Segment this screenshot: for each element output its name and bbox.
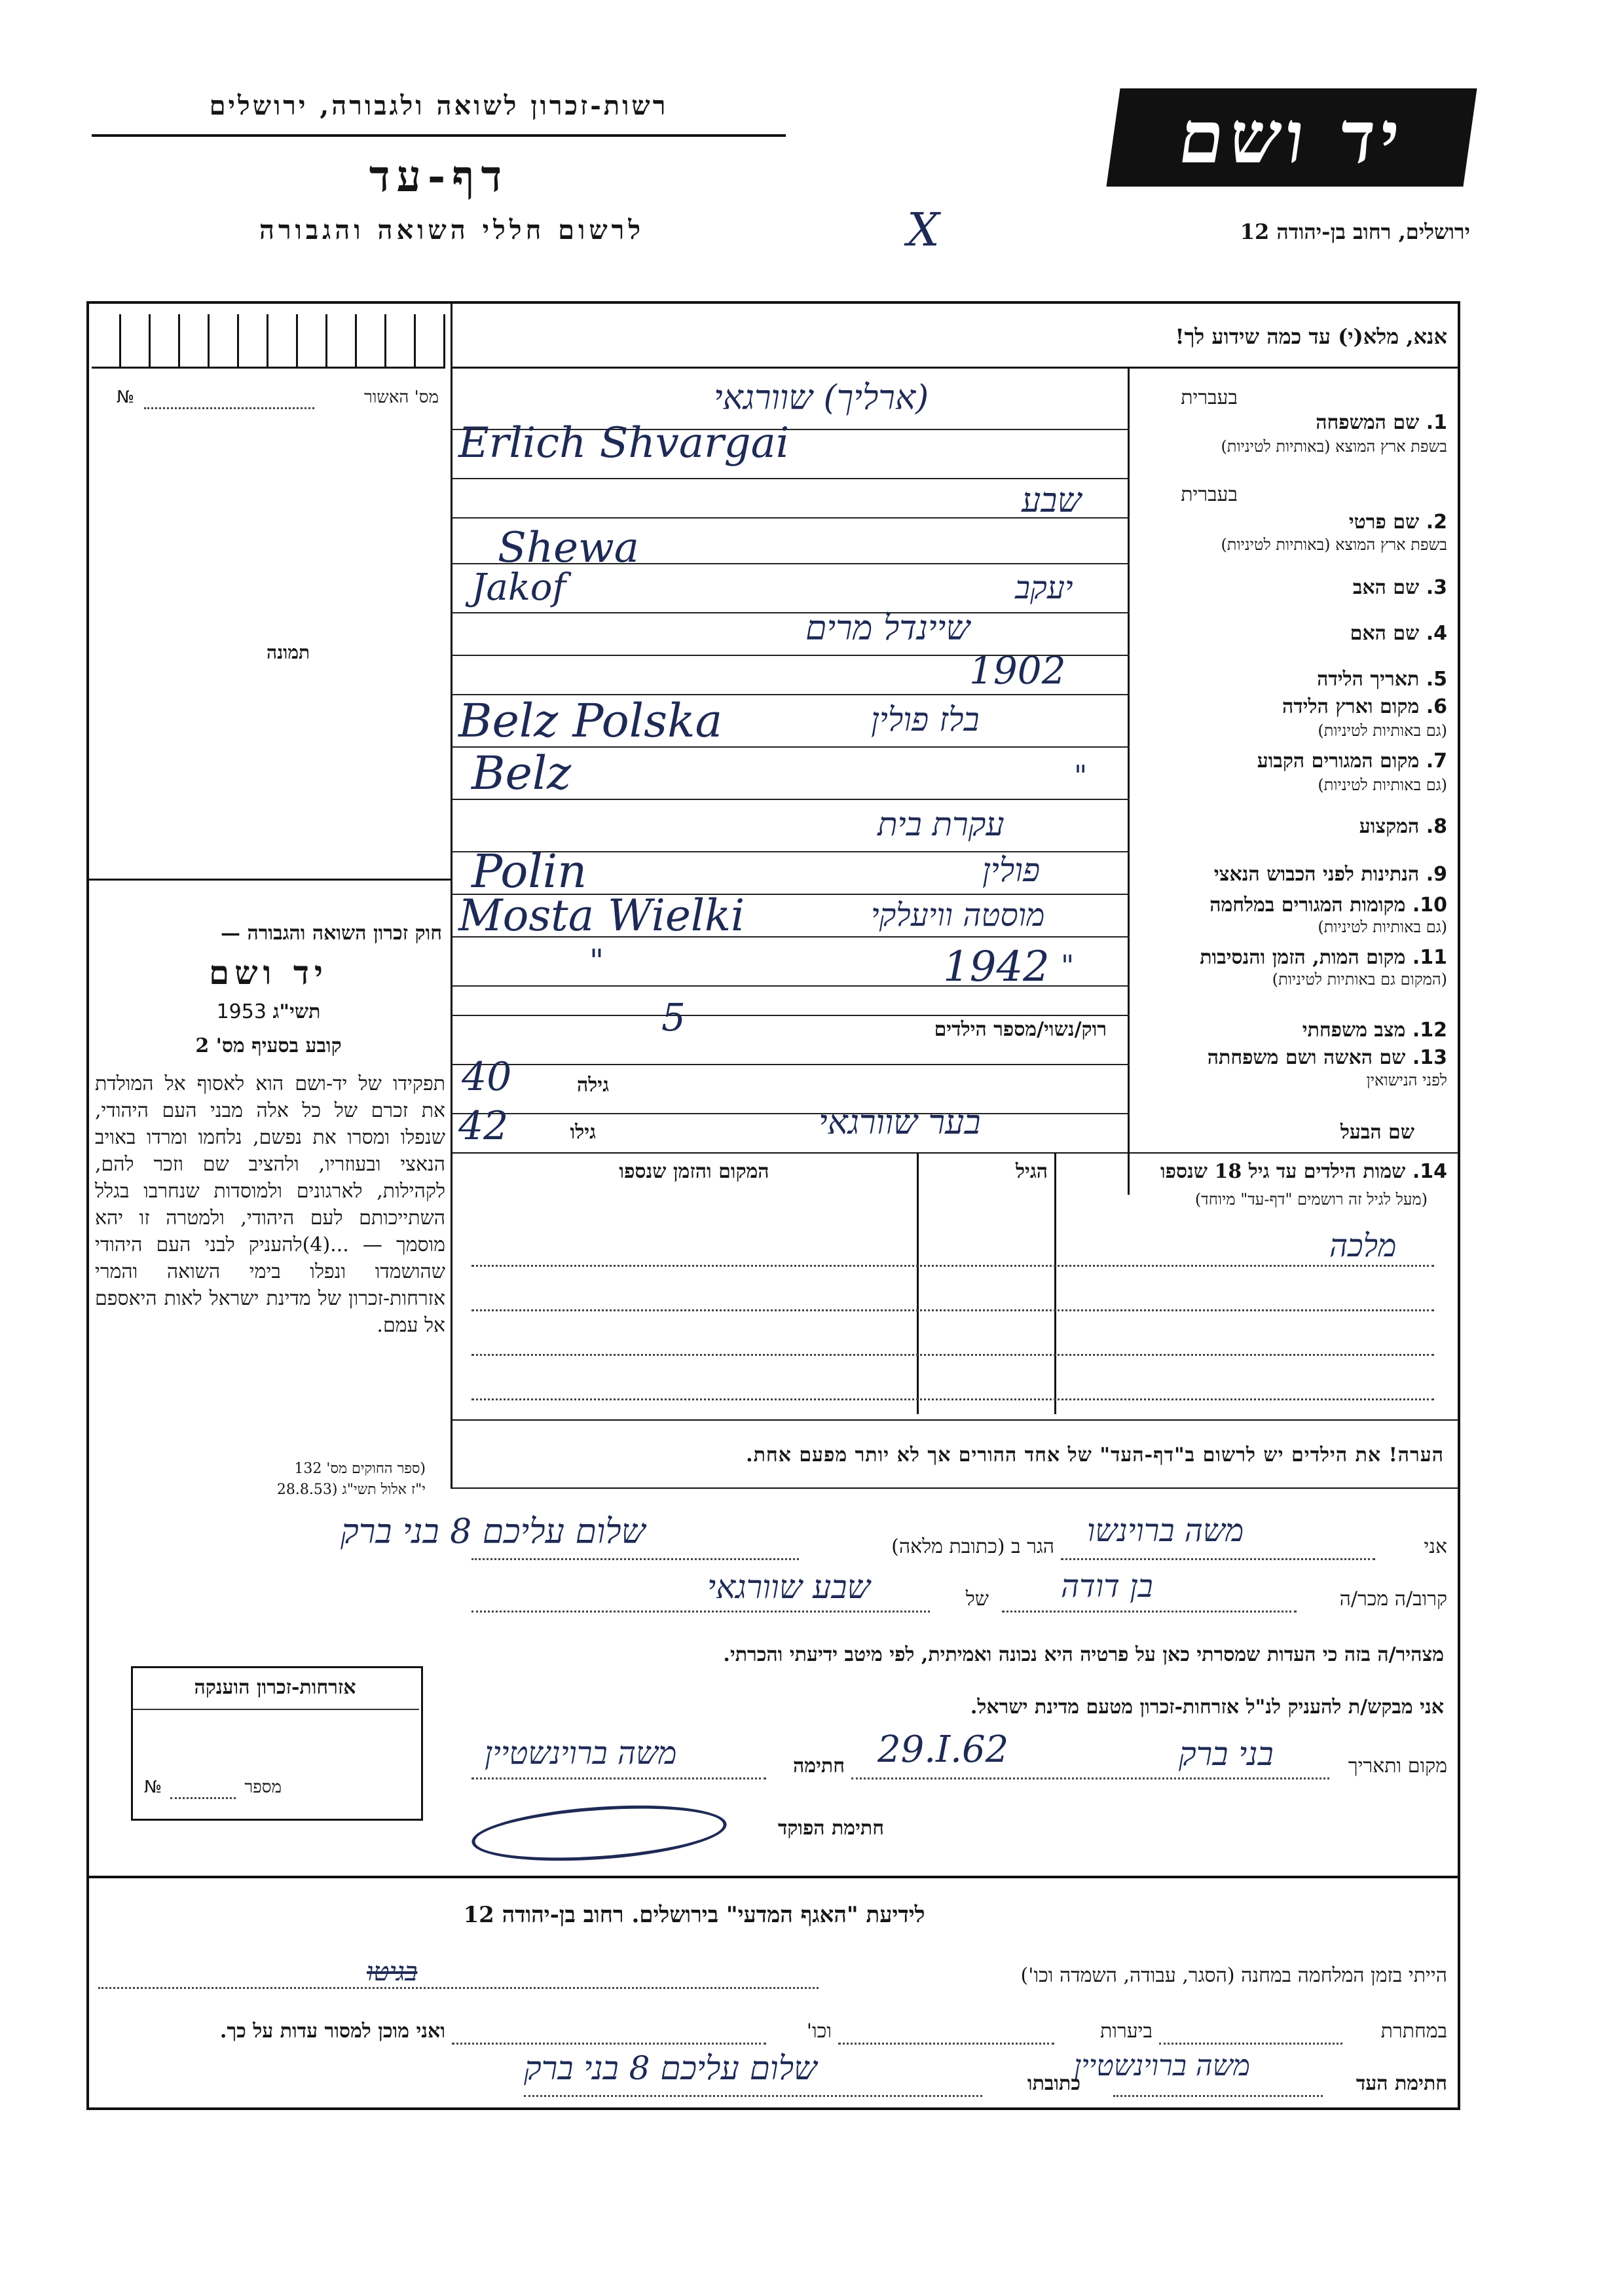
hebrew-tag-2: בעברית	[1181, 483, 1238, 506]
citizenship-no-line	[170, 1797, 236, 1799]
witness-signature-label: חתימת העד	[1356, 2072, 1447, 2095]
field-7-text: מקום המגורים הקבוע	[1257, 750, 1420, 773]
field-4-value: שיינדל מרים	[805, 609, 970, 648]
children-table-top	[451, 1152, 1458, 1154]
field-3-label	[1133, 576, 1447, 599]
approval-no-label: מס' האשור	[363, 388, 439, 407]
wife-age-label: גילה	[576, 1074, 609, 1097]
witness-line-1: הייתי בזמן המלחמה במחנה (הסגר, עבודה, השמדה וכו')	[1020, 1964, 1447, 1987]
declarant-name: משה ברוינשו	[1087, 1512, 1244, 1549]
officer-signature-label: חתימת הפוקד	[777, 1817, 884, 1840]
of-value: שבע שוורגאי	[707, 1568, 870, 1606]
yad-vashem-logo: יד ושם	[1106, 88, 1477, 187]
field-9-label	[1133, 863, 1447, 886]
field-7-ditto: "	[1074, 759, 1088, 793]
authority-name: רשות-זכרון לשואה ולגבורה, ירושלים	[209, 90, 669, 121]
field-2-text: שם פרטי	[1348, 511, 1420, 534]
row-sep	[452, 478, 1130, 479]
field-10-hebrew-value: מוסטה וויעלקי	[871, 897, 1045, 934]
witness-etc: וכו'	[806, 2020, 832, 2043]
husband-label: שם הבעל	[1340, 1121, 1414, 1144]
field-2-hebrew-value: שבע	[1022, 481, 1082, 520]
witness-etc-fill	[452, 2043, 766, 2045]
field-12-text: מצב משפחתי	[1302, 1019, 1406, 1042]
field-5-num: 5.	[1426, 668, 1447, 691]
law-name: יד ושם	[209, 953, 328, 992]
declaration-prefix: אני	[1424, 1535, 1447, 1558]
place-date-line	[851, 1777, 1329, 1779]
field-7-sub: (גם באותיות לטיניות)	[1318, 776, 1447, 794]
field-8-value: עקרת בית	[877, 805, 1005, 843]
field-11-value: 1942	[943, 943, 1050, 991]
date-value: 29.I.62	[877, 1728, 1009, 1771]
field-6-label	[1133, 695, 1447, 718]
children-row-3	[471, 1354, 1434, 1356]
field-11-label	[1133, 946, 1447, 969]
row-sep	[452, 612, 1130, 613]
witness-camp-value: בגיטו	[367, 1957, 418, 1987]
field-5-value: 1902	[969, 648, 1066, 693]
field-9-hebrew-value: פולין	[982, 851, 1041, 889]
field-12-label	[1133, 1019, 1447, 1042]
field-5-label	[1133, 668, 1447, 691]
wife-age-value: 40	[462, 1054, 512, 1100]
witness-title: לידיעת "האגף המדעי" בירושלים. רחוב בן-יהודה 12	[463, 1902, 925, 1928]
law-year-num: 1953	[216, 1000, 267, 1023]
note: הערה! את הילדים יש לרשום ב"דף-העד" של אחד ההורים אך לא יותר מפעם אחת.	[746, 1444, 1444, 1467]
witness-forests: ביערות	[1099, 2020, 1153, 2043]
field-13-text: שם האשה ושם משפחתה	[1207, 1046, 1406, 1069]
field-8-label	[1133, 815, 1447, 838]
field-6-sub: (גם באותיות לטיניות)	[1318, 721, 1447, 740]
field-1-hebrew-value: (ארליך) שוורגאי	[714, 378, 929, 418]
husband-age-label: גילו	[570, 1121, 596, 1144]
witness-forests-fill	[838, 2043, 1054, 2045]
hebrew-tag-1: בעברית	[1181, 386, 1238, 409]
field-10-value: Mosta Wielki	[458, 890, 745, 941]
field-6-value: Belz Polska	[458, 694, 723, 748]
field-1-label	[1133, 411, 1447, 434]
field-3-hebrew-value: יעקב	[1015, 570, 1073, 606]
field-14-text: שמות הילדים עד גיל 18 שנספו	[1160, 1160, 1406, 1183]
children-col-divider-1	[917, 1152, 919, 1414]
declaration-request: אני מבקש/ת להעניק לנ"ל אזרחות-זכרון מטעם מדינת ישראל.	[970, 1696, 1444, 1719]
children-col-age: הגיל	[1015, 1160, 1048, 1183]
field-5-text: תאריך הלידה	[1317, 668, 1420, 691]
field-1-text: שם המשפחה	[1316, 411, 1420, 434]
field-10-label	[1133, 894, 1447, 917]
of-label: של	[965, 1588, 989, 1611]
field-14-sub: (מעל לגיל זה רושמים "דף-עד" מיוחד)	[1194, 1190, 1428, 1209]
place-date-label: מקום ותאריך	[1348, 1755, 1447, 1777]
field-10-text: מקומות המגורים במלחמה	[1209, 894, 1406, 917]
field-14-num: 14.	[1412, 1160, 1447, 1183]
relation-value: בן דודה	[1061, 1568, 1153, 1605]
witness-underground: במחתרת	[1380, 2020, 1447, 2043]
law-source-1: (ספר החוקים מס' 132	[294, 1461, 426, 1477]
declarant-signature: משה ברוינשטיין	[485, 1735, 677, 1772]
resides-label: הגר ב (כתובת מלאה)	[891, 1535, 1054, 1558]
of-line	[471, 1611, 930, 1613]
field-4-label	[1133, 622, 1447, 645]
witness-divider	[86, 1876, 1458, 1878]
address: ירושלים, רחוב בן-יהודה 12	[1240, 219, 1470, 244]
field-1-num: 1.	[1426, 411, 1447, 434]
field-11-sub: (המקום גם באותיות לטיניות)	[1272, 970, 1447, 989]
field-1-sub: בשפת ארץ המוצא (באותיות לטיניות)	[1221, 437, 1447, 456]
row-sep	[452, 1015, 1130, 1016]
field-7-label	[1133, 750, 1447, 773]
citizenship-no-symbol: №	[144, 1777, 162, 1797]
field-4-num: 4.	[1426, 622, 1447, 645]
field-2-sub: בשפת ארץ המוצא (באותיות לטיניות)	[1221, 536, 1447, 554]
address-line	[471, 1558, 799, 1560]
children-row-4	[471, 1398, 1434, 1400]
law-year-heb: תשי"ג	[272, 1000, 321, 1023]
law-year	[95, 1000, 442, 1023]
approval-no-symbol: №	[117, 388, 135, 407]
field-11-ditto-right: "	[1061, 949, 1075, 983]
declarant-address: שלום עליכם 8 בני ברק	[341, 1512, 646, 1552]
field-2-latin-value: Shewa	[498, 524, 639, 572]
field-13-label	[1133, 1046, 1447, 1069]
witness-address-label: כתובתו	[1027, 2072, 1080, 2095]
citizenship-box-line	[133, 1709, 419, 1710]
photo-box-bottom	[86, 879, 451, 881]
witness-signature-value: משה ברוינשטיין	[1074, 2049, 1250, 2083]
field-7-num: 7.	[1426, 750, 1447, 773]
citizenship-no-label: מספר	[244, 1777, 282, 1797]
field-7-value: Belz	[471, 746, 572, 800]
field-2-num: 2.	[1426, 511, 1447, 534]
witness-address-value: שלום עליכם 8 בני ברק	[524, 2049, 817, 2087]
citizenship-box-title: אזרחות-זכרון הוענקה	[194, 1676, 356, 1699]
row-sep	[452, 1064, 1130, 1065]
law-clause: קובע בסעיף מס' 2	[195, 1034, 342, 1057]
form-title: דף-עד	[369, 151, 509, 202]
field-2-label	[1133, 511, 1447, 534]
children-col-divider-2	[1054, 1152, 1056, 1414]
witness-address-fill	[524, 2095, 982, 2097]
handwritten-mark: X	[907, 203, 940, 257]
field-9-text: הנתינות לפני הכבוש הנאצי	[1213, 863, 1420, 886]
signature-line	[471, 1777, 766, 1779]
declaration-statement: מצהיר/ה בזה כי העדות שמסרתי כאן על פרטיה היא נכונה ואמיתית, לפי מיטב ידיעתי והכרתי.	[723, 1643, 1444, 1666]
instruction-line	[451, 367, 1458, 369]
field-9-value: Polin	[471, 845, 587, 898]
husband-age-value: 42	[458, 1103, 509, 1149]
note-top	[451, 1419, 1458, 1421]
law-text: תפקידו של יד-ושם הוא לאסוף אל המולדת את זכרם של כל אלה מבני העם היהודי, שנפלו ומסרו את נפשם, נלחמו ומרדו באויב הנאצי ובעוזריו, ולהציב שם וזכר להם, לקהילות, לארגונים ולמוסדות שנחרבו בגלל השתייכותם לעם היהודי, ולמטרה זו יהא מוסמך — ...(4)להעניק לבני העם היהודי שהושמדו ונפלו בימי השואה והמרי אזרחות-זכרון של מדינת ישראל לאות היאספם אל עמם.	[95, 1072, 446, 1337]
form-purpose: לרשום חללי השואה והגבורה	[259, 215, 645, 246]
child-1-name: מלכה	[1329, 1228, 1397, 1264]
field-6-hebrew-value: בלז פולין	[871, 701, 980, 738]
field-3-value: Jakof	[471, 566, 566, 609]
children-row-2	[471, 1309, 1434, 1311]
witness-line-1-fill	[98, 1987, 819, 1989]
field-13-num: 13.	[1412, 1046, 1447, 1069]
signature-label: חתימה	[793, 1755, 845, 1777]
header-divider	[92, 134, 786, 137]
field-6-num: 6.	[1426, 695, 1447, 718]
label-column-divider	[1128, 367, 1130, 1195]
field-10-sub: (גם באותיות לטיניות)	[1318, 918, 1447, 936]
place-value: בני ברק	[1179, 1735, 1274, 1773]
note-bottom	[451, 1487, 1458, 1489]
field-10-num: 10.	[1412, 894, 1447, 917]
photo-label: תמונה	[266, 642, 310, 663]
witness-underground-fill	[1159, 2043, 1342, 2045]
field-8-text: המקצוע	[1359, 815, 1420, 838]
approval-no-line	[144, 407, 314, 409]
field-11-ditto-left: "	[589, 943, 604, 979]
field-12-num: 12.	[1412, 1019, 1447, 1042]
instruction: אנא, מלא(י) עד כמה שידוע לך!	[1175, 324, 1447, 349]
children-row-1	[471, 1265, 1434, 1267]
field-13-sub: לפני הנישואין	[1366, 1071, 1447, 1089]
husband-name-value: בער שוורגאי	[819, 1103, 981, 1142]
field-3-num: 3.	[1426, 576, 1447, 599]
relative-label: קרוב/ה מכר/ה	[1339, 1588, 1447, 1611]
field-3-text: שם האב	[1352, 576, 1420, 599]
field-9-num: 9.	[1426, 863, 1447, 886]
witness-signature-fill	[1113, 2095, 1323, 2097]
approval-boxes	[92, 314, 445, 369]
witness-ready: ואני מוכן למסור עדות על כך.	[219, 2020, 445, 2043]
field-11-text: מקום המות, הזמן והנסיבות	[1200, 946, 1406, 969]
marital-status-options: רוק/נשוי/מספר הילדים	[934, 1018, 1107, 1041]
law-source-2: י"ז אלול תשי"ג (28.8.53	[276, 1482, 426, 1498]
field-1-latin-value: Erlich Shvargai	[458, 419, 790, 467]
law-title: חוק זכרון השואה והגבורה —	[221, 922, 442, 945]
field-11-num: 11.	[1412, 946, 1447, 969]
field-8-num: 8.	[1426, 815, 1447, 838]
row-sep	[452, 1113, 1130, 1114]
field-4-text: שם האם	[1350, 622, 1420, 645]
children-col-place: המקום והזמן שנספו	[619, 1160, 769, 1183]
field-6-text: מקום וארץ הלידה	[1282, 695, 1420, 718]
children-count: 5	[661, 995, 686, 1040]
declarant-line	[1061, 1558, 1375, 1560]
relation-line	[1002, 1611, 1297, 1613]
field-14-label	[1061, 1160, 1447, 1183]
